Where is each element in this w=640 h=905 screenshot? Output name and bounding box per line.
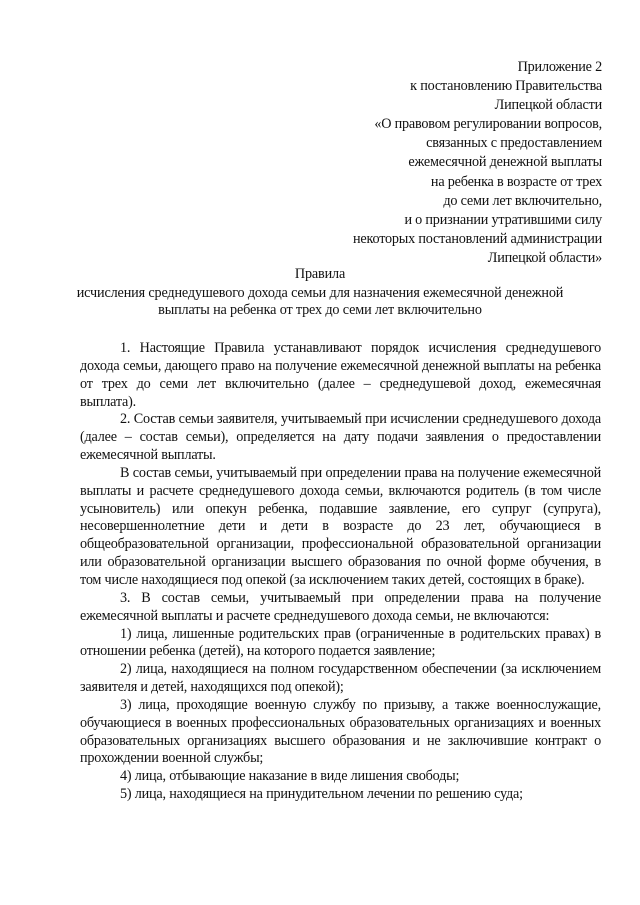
appendix-line: к постановлению Правительства [410, 78, 602, 95]
list-item-5: 5) лица, находящиеся на принудительном лечении по решению суда; [120, 786, 523, 803]
appendix-line: ежемесячной денежной выплаты [408, 154, 602, 171]
rules-heading: Правила [294, 266, 346, 282]
appendix-line: Липецкой области» [487, 249, 602, 266]
rules-title-block [60, 266, 580, 320]
paragraph-2: 2. Состав семьи заявителя, учитываемый при исчислении среднедушевого дохода (далее – состав семьи), определяется на дату подачи заявления о предоставлении ежемесячной выплаты. [80, 411, 601, 464]
rules-subtitle: исчисления среднедушевого дохода семьи для назначения ежемесячной денежной выплаты на ребенка от трех до семи лет включительно [76, 284, 564, 319]
paragraph-3: 3. В состав семьи, учитываемый при определении права на получение ежемесячной выплаты и расчете среднедушевого дохода семьи, не включаются: [80, 589, 601, 624]
list-item-4: 4) лица, отбывающие наказание в виде лишения свободы; [120, 768, 460, 785]
appendix-line: Приложение 2 [517, 59, 602, 75]
appendix-line: на ребенка в возрасте от трех [430, 173, 602, 190]
appendix-line: связанных с предоставлением [426, 135, 602, 152]
appendix-line: Липецкой области [494, 97, 602, 114]
paragraph-1: 1. Настоящие Правила устанавливают порядок исчисления среднедушевого дохода семьи, дающего право на получение ежемесячной денежной выплаты на ребенка от трех до семи лет включительно (далее – среднедушевой доход, ежемесячная выплата). [80, 340, 601, 410]
list-item-1: 1) лица, лишенные родительских прав (ограниченные в родительских правах) в отношении ребенка (детей), на которого подается заявление; [80, 625, 601, 660]
appendix-line: некоторых постановлений администрации [353, 230, 602, 247]
appendix-line: до семи лет включительно, [443, 192, 602, 209]
appendix-line: и о признании утратившими силу [404, 211, 602, 228]
rules-body [80, 340, 601, 804]
paragraph-family-composition: В состав семьи, учитываемый при определении права на получение ежемесячной выплаты и расчете среднедушевого дохода семьи, включаются родитель (в том числе усыновитель) или опекун ребенка, подавшие заявление, его супруг (супруга), несовершеннолетние дети и дети в возрасте до 23 лет, обучающиеся в общеобразовательной организации, профессиональной образовательной организации или образовательной организации высшего образования по очной форме обучения, в том числе находящиеся под опекой (за исключением таких детей, состоящих в браке). [80, 464, 601, 588]
appendix-header [353, 58, 602, 268]
list-item-2: 2) лица, находящиеся на полном государственном обеспечении (за исключением заявителя и детей, находящихся под опекой); [80, 661, 601, 696]
appendix-line: «О правовом регулировании вопросов, [374, 116, 602, 133]
list-item-3: 3) лица, проходящие военную службу по призыву, а также военнослужащие, обучающиеся в военных профессиональных образовательных организациях и военных образовательных организациях высшего образования и не заключившие контракт о прохождении военной службы; [80, 696, 601, 767]
